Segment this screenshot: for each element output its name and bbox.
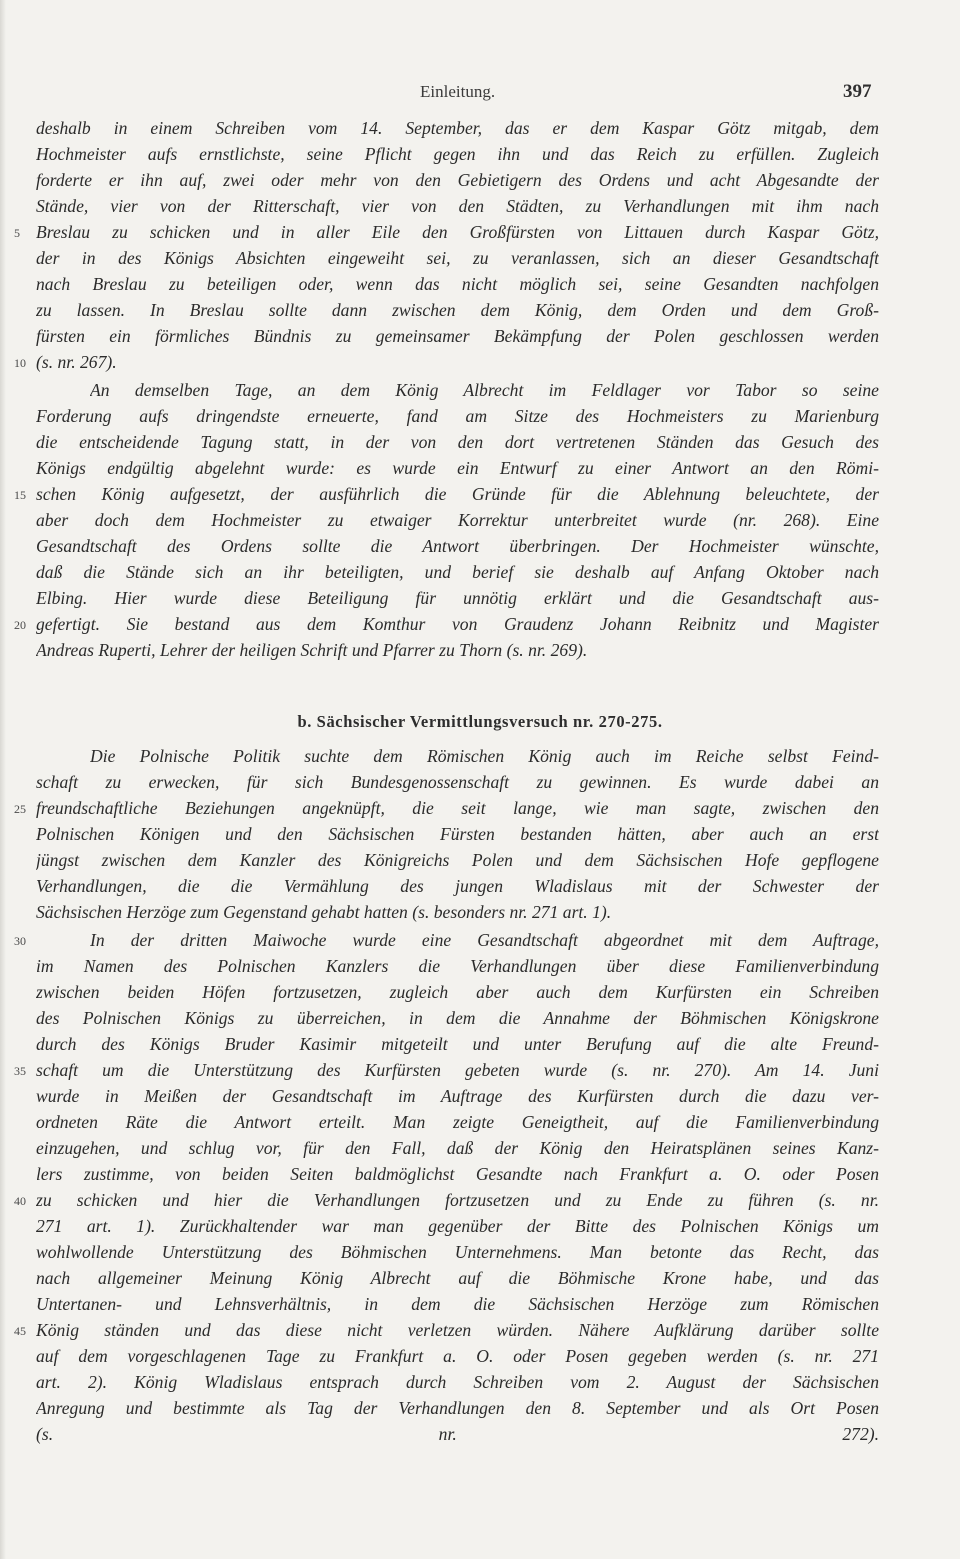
text-line: Königs endgültig abgelehnt wurde: es wurde ein Entwurf zu einer Antwort an den Römi- xyxy=(36,458,879,478)
text-line: des Polnischen Königs zu überreichen, in dem die Annahme der Böhmischen Königskrone xyxy=(36,1008,879,1028)
text-line: im Namen des Polnischen Kanzlers die Verhandlungen über diese Familienverbindung xyxy=(36,956,879,976)
text-line: fürsten ein förmliches Bündnis zu gemeinsamer Bekämpfung der Polen geschlossen werden xyxy=(36,326,879,346)
text-line: Die Polnische Politik suchte dem Römischen König auch im Reiche selbst Feind- xyxy=(90,746,879,766)
text-line: Verhandlungen, die die Vermählung des jungen Wladislaus mit der Schwester der xyxy=(36,876,879,896)
line-number: 10 xyxy=(14,356,26,370)
text-line: schen König aufgesetzt, der ausführlich die Gründe für die Ablehnung beleuchtete, der xyxy=(36,484,879,504)
text-line: durch des Königs Bruder Kasimir mitgeteilt und unter Berufung auf die alte Freund- xyxy=(36,1034,879,1054)
page-edge-shadow xyxy=(0,0,6,1559)
text-line: Elbing. Hier wurde diese Beteiligung für unnötig erklärt und die Gesandtschaft aus- xyxy=(36,588,879,608)
text-line: An demselben Tage, an dem König Albrecht im Feldlager vor Tabor so seine xyxy=(90,380,879,400)
text-line: Gesandtschaft des Ordens sollte die Antwort überbringen. Der Hochmeister wünschte, xyxy=(36,536,879,556)
line-number: 15 xyxy=(14,488,26,502)
text-line: Breslau zu schicken und in aller Eile den Großfürsten von Littauen durch Kaspar Götz, xyxy=(36,222,879,242)
text-line: schaft zu erwecken, für sich Bundesgenossenschaft zu gewinnen. Es wurde dabei an xyxy=(36,772,879,792)
line-number: 30 xyxy=(14,934,26,948)
text-line: der in des Königs Absichten eingeweiht sei, zu veranlassen, sich an dieser Gesandtschaft xyxy=(36,248,879,268)
text-line: Anregung und bestimmte als Tag der Verhandlungen den 8. September und als Ort Posen xyxy=(36,1398,879,1418)
text-line: forderte er ihn auf, zwei oder mehr von den Gebietigern des Ordens und acht Abgesandte der xyxy=(36,170,879,190)
text-line: König ständen und das diese nicht verletzen würden. Nähere Aufklärung darüber sollte xyxy=(36,1320,879,1340)
line-number: 40 xyxy=(14,1194,26,1208)
text-line xyxy=(36,1447,879,1473)
text-line: (s. nr. 267). xyxy=(36,352,117,372)
text-line: wurde in Meißen der Gesandtschaft im Auftrage des Kurfürsten durch die dazu ver- xyxy=(36,1086,879,1106)
page-number: 397 xyxy=(843,81,872,102)
text-line: ordneten Räte die Antwort erteilt. Man zeigte Geneigtheit, auf die Familienverbindung xyxy=(36,1112,879,1132)
text-line: In der dritten Maiwoche wurde eine Gesandtschaft abgeordnet mit dem Auftrage, xyxy=(90,930,879,950)
line-number: 25 xyxy=(14,802,26,816)
text-line: jüngst zwischen dem Kanzler des Königreichs Polen und dem Sächsischen Hofe gepflogene xyxy=(36,850,879,870)
text-line: Sächsischen Herzöge zum Gegenstand gehabt hatten (s. besonders nr. 271 art. 1). xyxy=(36,902,612,922)
text-line: zu lassen. In Breslau sollte dann zwischen dem König, dem Orden und dem Groß- xyxy=(36,300,879,320)
text-line: Polnischen Königen und den Sächsischen Fürsten bestanden hätten, aber auch an erst xyxy=(36,824,879,844)
running-head-title: Einleitung. xyxy=(420,82,496,101)
line-number: 45 xyxy=(14,1324,26,1338)
line-number: 35 xyxy=(14,1064,26,1078)
text-line: art. 2). König Wladislaus entsprach durch Schreiben vom 2. August der Sächsischen xyxy=(36,1372,879,1392)
text-line: (s. nr. 272). xyxy=(36,1424,879,1444)
section-heading: b. Sächsischer Vermittlungsversuch nr. 270-275. xyxy=(297,712,663,731)
text-line: Stände, vier von der Ritterschaft, vier von den Städten, zu Verhandlungen mit ihm nach xyxy=(36,196,879,216)
text-line: nach allgemeiner Meinung König Albrecht auf die Böhmische Krone habe, und das xyxy=(36,1268,879,1288)
text-line: 271 art. 1). Zurückhaltender war man gegenüber der Bitte des Polnischen Königs um xyxy=(36,1216,879,1236)
text-line: Forderung aufs dringendste erneuerte, fand am Sitze des Hochmeisters zu Marienburg xyxy=(36,406,879,426)
text-line: schaft um die Unterstützung des Kurfürsten gebeten wurde (s. nr. 270). Am 14. Juni xyxy=(36,1060,879,1080)
text-line: wohlwollende Unterstützung des Böhmischen Unternehmens. Man betonte das Recht, das xyxy=(36,1242,879,1262)
text-line: nach Breslau zu beteiligen oder, wenn das nicht möglich sei, seine Gesandten nachfolgen xyxy=(36,274,879,294)
line-number: 20 xyxy=(14,618,26,632)
text-line: zwischen beiden Höfen fortzusetzen, zugleich aber auch dem Kurfürsten ein Schreiben xyxy=(36,982,879,1002)
line-number: 5 xyxy=(14,226,20,240)
text-line: freundschaftliche Beziehungen angeknüpft, die seit lange, wie man sagte, zwischen den xyxy=(36,798,879,818)
text-line: deshalb in einem Schreiben vom 14. September, das er dem Kaspar Götz mitgab, dem xyxy=(36,118,879,138)
text-line: aber doch dem Hochmeister zu etwaiger Korrektur unterbreitet wurde (nr. 268). Eine xyxy=(36,510,879,530)
text-line: einzugehen, und schlug vor, für den Fall, daß der König den Heiratsplänen seines Kanz- xyxy=(36,1138,879,1158)
text-line: Andreas Ruperti, Lehrer der heiligen Schrift und Pfarrer zu Thorn (s. nr. 269). xyxy=(36,640,588,660)
text-line: zu schicken und hier die Verhandlungen fortzusetzen und zu Ende zu führen (s. nr. xyxy=(36,1190,879,1210)
text-line: daß die Stände sich an ihr beteiligten, und berief sie deshalb auf Anfang Oktober nach xyxy=(36,562,879,582)
text-line: lers zustimme, von beiden Seiten baldmöglichst Gesandte nach Frankfurt a. O. oder Posen xyxy=(36,1164,879,1184)
text-line: Untertanen- und Lehnsverhältnis, in dem die Sächsischen Herzöge zum Römischen xyxy=(36,1294,879,1314)
text-line: die entscheidende Tagung statt, in der von den dort vertretenen Ständen das Gesuch des xyxy=(36,432,879,452)
text-line: auf dem vorgeschlagenen Tage zu Frankfurt a. O. oder Posen gegeben werden (s. nr. 271 xyxy=(36,1346,879,1366)
text-line: Hochmeister aufs ernstlichste, seine Pflicht gegen ihn und das Reich zu erfüllen. Zugleich xyxy=(36,144,879,164)
running-head xyxy=(0,82,960,106)
text-line: gefertigt. Sie bestand aus dem Komthur von Graudenz Johann Reibnitz und Magister xyxy=(36,614,879,634)
